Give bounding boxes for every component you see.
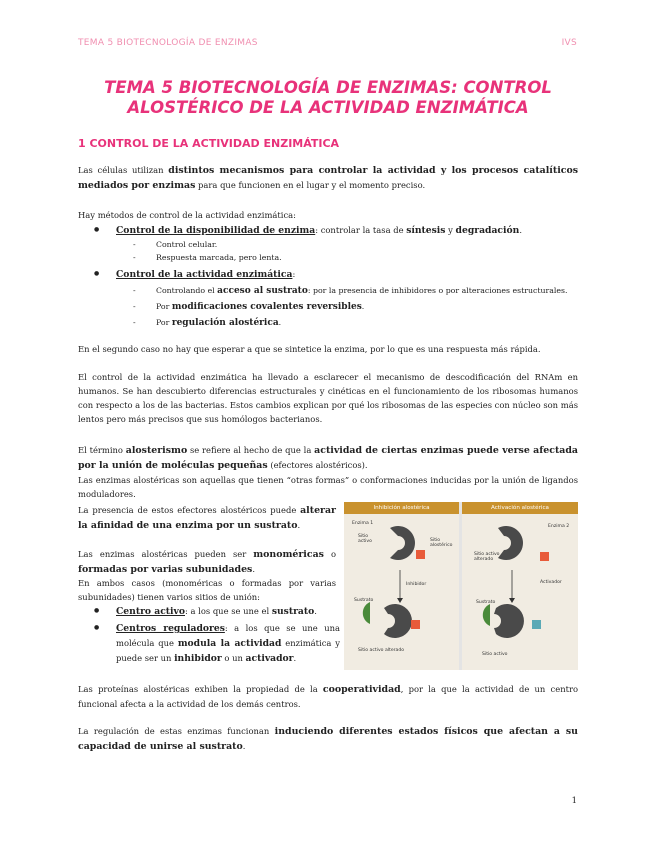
list-subitem: [78, 316, 578, 330]
list1-text-3: .: [519, 225, 522, 235]
p11-text-1: La regulación de estas enzimas funcionan: [78, 726, 275, 736]
enzyme-2-shape: [498, 526, 523, 560]
list1-text-2: y: [445, 225, 456, 235]
list3-i2-text-2: enzimática y puede ser un: [116, 638, 340, 663]
label-enzyme-1: Enzima 1: [352, 521, 374, 526]
sub3-text-1: Por: [156, 318, 172, 327]
list3-i2-bold-3: activador: [245, 653, 294, 664]
list-subitem: [78, 300, 578, 314]
p5-text-3: (efectores alostéricos).: [267, 460, 368, 470]
p1-text-1: Las células utilizan: [78, 165, 169, 175]
list-item-regulatory-site: [78, 621, 340, 666]
list3-i2-bold-1: modula la actividad: [177, 638, 282, 649]
paragraph-9: En ambos casos (monoméricas o formadas por varias subunidades) tienen varios sitios de unión:: [78, 578, 336, 602]
list2-text-1: :: [292, 269, 296, 279]
substrate-shape-left: [363, 602, 370, 624]
title-line-1: TEMA 5 BIOTECNOLOGÍA DE ENZIMAS: CONTROL: [104, 78, 552, 97]
enzyme-1-shape: [390, 526, 415, 560]
list1-label: Control de la disponibilidad de enzima: [116, 225, 316, 236]
activator-bound-shape: [532, 620, 541, 629]
list3-i2-text-1: : a los que se une una molécula que: [116, 623, 340, 648]
paragraph-11: [78, 724, 578, 754]
p7-bold-1: alterar la afinidad de una enzima por un sustrato: [78, 505, 336, 531]
header-right: IVS: [561, 38, 577, 48]
sub1-bold-1: acceso al sustrato: [217, 286, 308, 296]
list3-i1-label: Centro activo: [116, 606, 185, 617]
arrow-head: [397, 598, 403, 603]
list-item-activity: [78, 267, 578, 282]
sub2-text-2: .: [361, 302, 365, 311]
paragraph-8: [78, 547, 336, 577]
p1-text-2: para que funcionen en el lugar y el momento preciso.: [195, 180, 426, 190]
title-line-2: ALOSTÉRICO DE LA ACTIVIDAD ENZIMÁTICA: [127, 98, 529, 117]
sub3-bold-1: regulación alostérica: [171, 318, 279, 328]
list1-bold-2: degradación: [455, 225, 520, 236]
activation-panel: [462, 514, 578, 670]
list3-i2-label: Centros reguladores: [116, 623, 225, 634]
label-activator: Activador: [540, 580, 562, 585]
p8-text-1: Las enzimas alostéricas pueden ser: [78, 549, 254, 559]
sub2-bold-1: modificaciones covalentes reversibles: [171, 302, 362, 312]
list-subitem: - Control celular.: [78, 238, 578, 251]
substrate-shape-right: [483, 604, 490, 626]
label-enzyme-2: Enzima 2: [548, 524, 570, 529]
label-substrate-right: Sustrato: [476, 600, 496, 605]
enzyme-1-altered-shape: [384, 604, 412, 638]
label-substrate-left: Sustrato: [354, 598, 374, 603]
list3-i2-bold-2: inhibidor: [174, 653, 222, 664]
label-inhibitor: Inhibidor: [406, 582, 427, 587]
p11-text-2: .: [242, 741, 246, 751]
figure-right-title: Activación alostérica: [462, 502, 578, 514]
list1-text-1: : controlar la tasa de: [315, 225, 407, 235]
paragraph-6: Las enzimas alostéricas son aquellas que tienen “otras formas” o conformaciones inducidas por la unión de ligandos moduladores.: [78, 475, 578, 499]
inhibition-panel: [344, 514, 459, 670]
activator-shape: [540, 552, 549, 561]
list3-i2-text-4: .: [293, 653, 297, 663]
p5-bold-2: actividad de ciertas enzimas puede verse afectada por la unión de moléculas pequeñas: [78, 445, 579, 471]
list-subitem: - Respuesta marcada, pero lenta.: [78, 251, 578, 264]
p5-text-2: se refiere al hecho de que la: [187, 445, 315, 455]
list1-bold-1: síntesis: [406, 225, 446, 236]
label-altered-site-right: Sitio activo alterado: [474, 552, 500, 562]
sub1-text-1: Controlando el: [156, 286, 218, 295]
list-item-availability: [78, 223, 578, 238]
p8-text-3: .: [252, 564, 255, 574]
activation-diagram: [462, 514, 578, 670]
p10-bold-1: cooperatividad: [322, 684, 401, 695]
figure-left-title: Inhibición alostérica: [344, 502, 459, 514]
p7-text-2: .: [297, 520, 301, 530]
paragraph-4: El control de la actividad enzimática ha llevado a esclarecer el mecanismo de descodificación del RNAm en humanos. Se han descubierto diferencias estructurales y cinéticas en el funcionamiento de los ribosomas humanos con respecto a los de las bacterias. Estos cambios explican por qué los ribosomas de las especies con núcleo son más lentos pero más precisos que sus homólogos bacterianos.: [78, 372, 578, 424]
list3-i1-text-1: : a los que se une el: [185, 606, 272, 616]
inhibitor-bound-shape: [411, 620, 420, 629]
label-allosteric-site: Sitio alostérico: [430, 538, 453, 548]
paragraph-3: En el segundo caso no hay que esperar a que se sintetice la enzima, por lo que es una respuesta más rápida.: [78, 344, 541, 354]
header-left: TEMA 5 BIOTECNOLOGÍA DE ENZIMAS: [78, 38, 258, 48]
p10-text-2: , por la que la actividad de un centro funcional afecta a la actividad de los demás centros.: [78, 684, 578, 709]
list3-i1-bold-1: sustrato: [271, 606, 315, 617]
p8-bold-2: formadas por varias subunidades: [78, 564, 253, 575]
label-altered-site-left: Sitio activo alterado: [358, 648, 405, 653]
sub1-text-2: : por la presencia de inhibidores o por alteraciones estructurales.: [307, 286, 568, 295]
inhibitor-shape: [416, 550, 425, 559]
control-methods-list: [78, 223, 578, 330]
list3-i1-text-2: .: [314, 606, 317, 616]
p5-bold-1: alosterismo: [125, 445, 188, 456]
list3-i2-text-3: o un: [221, 653, 246, 663]
p8-bold-1: monoméricas: [253, 549, 324, 560]
section-heading: 1 CONTROL DE LA ACTIVIDAD ENZIMÁTICA: [78, 137, 340, 150]
list-item-active-site: [78, 604, 340, 619]
paragraph-2: Hay métodos de control de la actividad enzimática:: [78, 210, 296, 220]
p10-text-1: Las proteínas alostéricas exhiben la propiedad de la: [78, 684, 323, 694]
allosteric-regulation-figure: [344, 502, 578, 670]
label-active-site: Sitio activo: [358, 534, 372, 544]
sub3-text-2: .: [278, 318, 282, 327]
p8-text-2: o: [323, 549, 336, 559]
arrow-head: [509, 598, 515, 603]
p1-bold-1: distintos mecanismos para controlar la actividad y los procesos catalíticos mediados por enzimas: [78, 165, 578, 191]
page-title: [78, 78, 578, 118]
label-active-site-right: Sitio activo: [482, 652, 508, 657]
binding-sites-list: [78, 604, 340, 666]
list2-label: Control de la actividad enzimática: [116, 269, 293, 280]
sub2-text-1: Por: [156, 302, 172, 311]
list-subitem: [78, 284, 578, 298]
enzyme-2-active-shape: [494, 604, 524, 638]
p11-bold-1: induciendo diferentes estados físicos que afectan a su capacidad de unirse al sustrato: [78, 726, 579, 752]
p5-text-1: El término: [78, 445, 126, 455]
p7-text-1: La presencia de estos efectores alostéricos puede: [78, 505, 301, 515]
paragraph-10: [78, 682, 578, 711]
paragraph-1: [78, 163, 578, 193]
paragraph-7: [78, 503, 336, 533]
paragraph-5: [78, 443, 578, 473]
page-number: 1: [571, 796, 577, 806]
